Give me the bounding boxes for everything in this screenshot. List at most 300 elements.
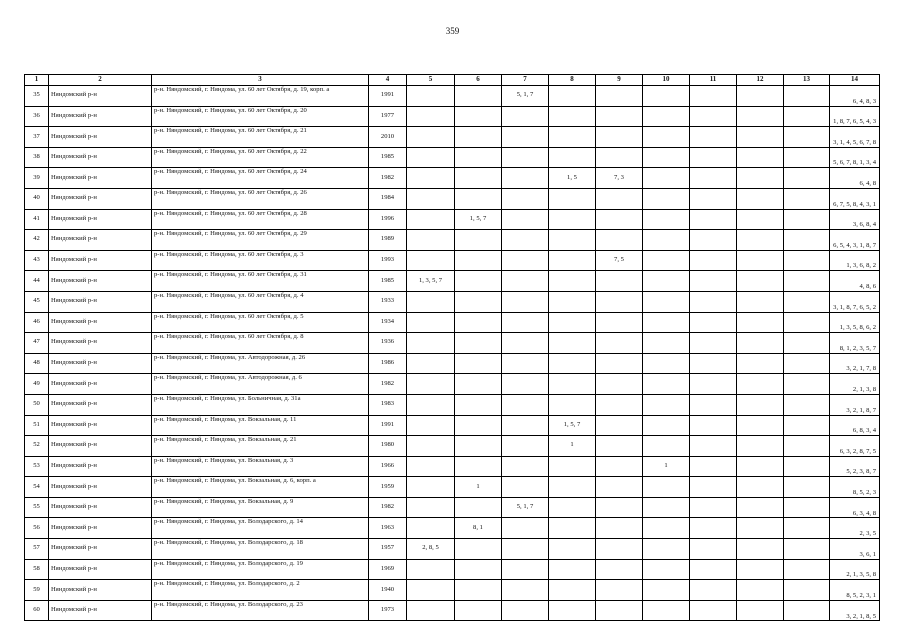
cell-col-14: 4, 8, 6 [830,271,880,292]
cell-address: р-н. Няндомский, г. Няндома, ул. Больничная, д. 31а [152,394,369,415]
cell-col-7 [502,127,549,148]
cell-year: 1980 [369,436,407,457]
header-row [25,75,880,86]
cell-col-8 [549,127,596,148]
cell-col-14: 3, 2, 1, 7, 8 [830,353,880,374]
cell-col-9 [596,477,643,498]
table-row [25,415,880,436]
cell-col-10 [643,353,690,374]
cell-col-14: 6, 4, 8 [830,168,880,189]
cell-col-9 [596,415,643,436]
cell-row-number: 45 [25,291,49,312]
cell-col-14: 6, 3, 4, 8 [830,497,880,518]
cell-col-12 [737,600,784,621]
cell-col-5 [407,600,455,621]
column-header-12: 12 [737,75,784,86]
cell-col-7 [502,477,549,498]
cell-col-7 [502,456,549,477]
cell-col-12 [737,374,784,395]
cell-col-10 [643,106,690,127]
cell-col-7 [502,394,549,415]
table-row [25,477,880,498]
column-header-6: 6 [455,75,502,86]
cell-col-11 [690,230,737,251]
cell-col-13 [784,86,830,107]
column-header-7: 7 [502,75,549,86]
cell-address: р-н. Няндомский, г. Няндома, ул. 60 лет Октября, д. 5 [152,312,369,333]
cell-col-12 [737,559,784,580]
cell-col-6 [455,353,502,374]
cell-col-11 [690,271,737,292]
cell-col-6 [455,415,502,436]
cell-col-7 [502,312,549,333]
cell-col-11 [690,580,737,601]
cell-year: 1933 [369,291,407,312]
cell-col-5 [407,147,455,168]
cell-col-7 [502,168,549,189]
cell-district: Няндомский р-н [49,291,152,312]
cell-col-10 [643,497,690,518]
cell-address: р-н. Няндомский, г. Няндома, ул. Автодорожная, д. 6 [152,374,369,395]
cell-col-10 [643,415,690,436]
cell-col-5: 2, 8, 5 [407,539,455,560]
cell-col-6 [455,188,502,209]
cell-year: 1977 [369,106,407,127]
cell-col-8 [549,394,596,415]
cell-district: Няндомский р-н [49,394,152,415]
cell-col-8 [549,312,596,333]
cell-col-8 [549,271,596,292]
cell-col-14: 5, 6, 7, 8, 1, 3, 4 [830,147,880,168]
cell-col-11 [690,312,737,333]
cell-col-12 [737,353,784,374]
cell-district: Няндомский р-н [49,106,152,127]
cell-col-13 [784,168,830,189]
cell-year: 1969 [369,559,407,580]
column-header-10: 10 [643,75,690,86]
cell-col-7 [502,147,549,168]
cell-col-10 [643,230,690,251]
cell-address: р-н. Няндомский, г. Няндома, ул. Володарского, д. 2 [152,580,369,601]
cell-col-5 [407,250,455,271]
cell-col-7 [502,436,549,457]
cell-col-8 [549,518,596,539]
cell-district: Няндомский р-н [49,147,152,168]
cell-district: Няндомский р-н [49,436,152,457]
cell-col-10 [643,580,690,601]
cell-col-14: 1, 3, 5, 8, 6, 2 [830,312,880,333]
cell-col-7 [502,209,549,230]
cell-col-12 [737,106,784,127]
cell-col-10 [643,333,690,354]
cell-col-11 [690,394,737,415]
cell-col-11 [690,168,737,189]
cell-row-number: 41 [25,209,49,230]
cell-col-14: 5, 2, 3, 8, 7 [830,456,880,477]
cell-col-11 [690,559,737,580]
cell-col-13 [784,415,830,436]
cell-col-7: 5, 1, 7 [502,86,549,107]
cell-col-8: 1, 5, 7 [549,415,596,436]
cell-address: р-н. Няндомский, г. Няндома, ул. 60 лет Октября, д. 29 [152,230,369,251]
cell-col-8 [549,106,596,127]
cell-col-12 [737,230,784,251]
cell-col-6 [455,127,502,148]
cell-year: 1989 [369,230,407,251]
cell-col-12 [737,209,784,230]
cell-col-12 [737,86,784,107]
cell-row-number: 60 [25,600,49,621]
cell-year: 1982 [369,168,407,189]
cell-year: 2010 [369,127,407,148]
cell-col-10 [643,250,690,271]
table-row [25,230,880,251]
cell-col-14: 6, 5, 4, 3, 1, 8, 7 [830,230,880,251]
cell-col-10 [643,374,690,395]
cell-col-14: 2, 1, 3, 5, 8 [830,559,880,580]
cell-row-number: 57 [25,539,49,560]
cell-col-5 [407,86,455,107]
cell-year: 1993 [369,250,407,271]
cell-col-8 [549,188,596,209]
cell-col-7 [502,250,549,271]
cell-col-13 [784,106,830,127]
cell-district: Няндомский р-н [49,168,152,189]
cell-col-9 [596,333,643,354]
table-row [25,312,880,333]
cell-col-5 [407,580,455,601]
cell-address: р-н. Няндомский, г. Няндома, ул. Автодорожная, д. 26 [152,353,369,374]
cell-col-8 [549,600,596,621]
cell-col-8 [549,291,596,312]
cell-col-6 [455,106,502,127]
cell-col-12 [737,477,784,498]
table-row [25,86,880,107]
cell-col-14: 3, 6, 1 [830,539,880,560]
cell-district: Няндомский р-н [49,497,152,518]
column-header-8: 8 [549,75,596,86]
cell-col-12 [737,188,784,209]
cell-col-9 [596,497,643,518]
cell-col-9 [596,600,643,621]
cell-year: 1991 [369,86,407,107]
cell-col-10 [643,600,690,621]
cell-col-11 [690,600,737,621]
data-table [24,74,880,621]
cell-address: р-н. Няндомский, г. Няндома, ул. Вокзальная, д. 3 [152,456,369,477]
cell-col-9 [596,106,643,127]
cell-col-7: 5, 1, 7 [502,497,549,518]
cell-col-12 [737,539,784,560]
cell-col-14: 3, 2, 1, 8, 7 [830,394,880,415]
cell-col-5 [407,230,455,251]
cell-row-number: 39 [25,168,49,189]
cell-address: р-н. Няндомский, г. Няндома, ул. 60 лет Октября, д. 31 [152,271,369,292]
cell-district: Няндомский р-н [49,456,152,477]
cell-address: р-н. Няндомский, г. Няндома, ул. 60 лет Октября, д. 3 [152,250,369,271]
cell-col-13 [784,291,830,312]
cell-col-12 [737,518,784,539]
cell-district: Няндомский р-н [49,86,152,107]
cell-col-10 [643,127,690,148]
cell-col-9 [596,127,643,148]
cell-col-8 [549,353,596,374]
cell-col-6 [455,436,502,457]
cell-col-7 [502,188,549,209]
table-row [25,291,880,312]
cell-year: 1984 [369,188,407,209]
cell-col-10 [643,518,690,539]
cell-row-number: 58 [25,559,49,580]
table-row [25,353,880,374]
cell-row-number: 47 [25,333,49,354]
cell-row-number: 53 [25,456,49,477]
cell-col-6 [455,147,502,168]
cell-col-9 [596,374,643,395]
cell-col-13 [784,518,830,539]
cell-col-5 [407,374,455,395]
cell-col-11 [690,333,737,354]
cell-col-12 [737,497,784,518]
cell-col-8 [549,209,596,230]
cell-year: 1983 [369,394,407,415]
cell-col-9 [596,518,643,539]
cell-district: Няндомский р-н [49,333,152,354]
cell-address: р-н. Няндомский, г. Няндома, ул. 60 лет Октября, д. 21 [152,127,369,148]
cell-row-number: 51 [25,415,49,436]
cell-col-9 [596,539,643,560]
cell-col-10 [643,291,690,312]
cell-address: р-н. Няндомский, г. Няндома, ул. 60 лет Октября, д. 4 [152,291,369,312]
cell-col-5 [407,436,455,457]
cell-address: р-н. Няндомский, г. Няндома, ул. Вокзальная, д. 6, корп. а [152,477,369,498]
cell-col-11 [690,497,737,518]
cell-col-11 [690,477,737,498]
cell-col-11 [690,250,737,271]
cell-col-7 [502,518,549,539]
cell-district: Няндомский р-н [49,600,152,621]
cell-col-12 [737,333,784,354]
cell-col-6 [455,374,502,395]
cell-district: Няндомский р-н [49,312,152,333]
cell-row-number: 56 [25,518,49,539]
cell-col-11 [690,188,737,209]
cell-district: Няндомский р-н [49,518,152,539]
cell-col-7 [502,230,549,251]
cell-col-11 [690,127,737,148]
cell-address: р-н. Няндомский, г. Няндома, ул. Володарского, д. 18 [152,539,369,560]
cell-col-7 [502,353,549,374]
cell-col-8 [549,580,596,601]
cell-col-10 [643,394,690,415]
cell-col-13 [784,188,830,209]
cell-col-8 [549,559,596,580]
cell-row-number: 40 [25,188,49,209]
cell-year: 1991 [369,415,407,436]
cell-row-number: 46 [25,312,49,333]
column-header-1: 1 [25,75,49,86]
cell-col-12 [737,436,784,457]
cell-col-13 [784,127,830,148]
cell-col-9: 7, 3 [596,168,643,189]
cell-col-10 [643,86,690,107]
cell-col-9 [596,436,643,457]
cell-address: р-н. Няндомский, г. Няндома, ул. Вокзальная, д. 11 [152,415,369,436]
cell-col-6 [455,497,502,518]
cell-col-13 [784,312,830,333]
cell-col-14: 6, 4, 8, 3 [830,86,880,107]
cell-address: р-н. Няндомский, г. Няндома, ул. 60 лет Октября, д. 19, корп. а [152,86,369,107]
cell-col-9 [596,394,643,415]
cell-col-8 [549,477,596,498]
cell-col-5 [407,106,455,127]
cell-district: Няндомский р-н [49,374,152,395]
cell-col-12 [737,580,784,601]
cell-year: 1986 [369,353,407,374]
cell-col-11 [690,353,737,374]
cell-col-10 [643,477,690,498]
table-row [25,436,880,457]
cell-col-10 [643,312,690,333]
table-row [25,374,880,395]
cell-address: р-н. Няндомский, г. Няндома, ул. Володарского, д. 23 [152,600,369,621]
cell-col-12 [737,415,784,436]
cell-col-13 [784,147,830,168]
cell-col-12 [737,291,784,312]
table-row [25,559,880,580]
cell-col-7 [502,539,549,560]
cell-col-11 [690,456,737,477]
cell-col-14: 8, 5, 2, 3, 1 [830,580,880,601]
column-header-4: 4 [369,75,407,86]
cell-col-14: 2, 1, 3, 8 [830,374,880,395]
cell-col-14: 6, 7, 5, 8, 4, 3, 1 [830,188,880,209]
cell-year: 1973 [369,600,407,621]
column-header-3: 3 [152,75,369,86]
cell-year: 1936 [369,333,407,354]
cell-row-number: 38 [25,147,49,168]
cell-col-5 [407,209,455,230]
cell-col-9 [596,271,643,292]
cell-col-6 [455,600,502,621]
cell-col-5 [407,188,455,209]
page-number: 359 [445,26,460,36]
cell-col-7 [502,106,549,127]
cell-col-6 [455,230,502,251]
cell-col-9 [596,353,643,374]
cell-col-10 [643,539,690,560]
cell-col-11 [690,436,737,457]
cell-year: 1982 [369,374,407,395]
cell-address: р-н. Няндомский, г. Няндома, ул. Володарского, д. 19 [152,559,369,580]
cell-year: 1963 [369,518,407,539]
cell-col-13 [784,250,830,271]
cell-col-6 [455,291,502,312]
cell-col-5 [407,477,455,498]
cell-col-8 [549,497,596,518]
cell-col-6 [455,333,502,354]
cell-col-5 [407,333,455,354]
cell-col-13 [784,230,830,251]
cell-col-8 [549,456,596,477]
cell-district: Няндомский р-н [49,230,152,251]
cell-col-8 [549,539,596,560]
cell-col-6: 1 [455,477,502,498]
cell-year: 1985 [369,271,407,292]
column-header-11: 11 [690,75,737,86]
cell-col-8 [549,333,596,354]
cell-col-6 [455,271,502,292]
cell-district: Няндомский р-н [49,415,152,436]
cell-col-9 [596,147,643,168]
cell-col-5 [407,415,455,436]
cell-col-6 [455,250,502,271]
cell-year: 1934 [369,312,407,333]
cell-col-13 [784,559,830,580]
cell-address: р-н. Няндомский, г. Няндома, ул. Вокзальная, д. 9 [152,497,369,518]
cell-col-13 [784,333,830,354]
cell-col-9: 7, 5 [596,250,643,271]
table-row [25,168,880,189]
cell-col-9 [596,456,643,477]
cell-col-14: 8, 5, 2, 3 [830,477,880,498]
cell-col-10 [643,188,690,209]
cell-col-5 [407,456,455,477]
cell-address: р-н. Няндомский, г. Няндома, ул. Вокзальная, д. 21 [152,436,369,457]
cell-col-14: 3, 1, 4, 5, 6, 7, 8 [830,127,880,148]
cell-row-number: 42 [25,230,49,251]
cell-col-10 [643,147,690,168]
cell-district: Няндомский р-н [49,209,152,230]
table-row [25,539,880,560]
cell-col-7 [502,580,549,601]
cell-col-13 [784,539,830,560]
cell-address: р-н. Няндомский, г. Няндома, ул. 60 лет Октября, д. 8 [152,333,369,354]
cell-col-11 [690,147,737,168]
cell-row-number: 48 [25,353,49,374]
cell-district: Няндомский р-н [49,127,152,148]
cell-col-14: 3, 2, 1, 8, 5 [830,600,880,621]
cell-col-11 [690,291,737,312]
cell-row-number: 44 [25,271,49,292]
cell-col-10: 1 [643,456,690,477]
cell-col-6 [455,86,502,107]
cell-col-6: 8, 1 [455,518,502,539]
cell-col-11 [690,374,737,395]
cell-col-9 [596,312,643,333]
cell-col-13 [784,374,830,395]
cell-col-5 [407,497,455,518]
table-row [25,580,880,601]
cell-col-13 [784,394,830,415]
cell-year: 1940 [369,580,407,601]
cell-col-13 [784,456,830,477]
column-header-9: 9 [596,75,643,86]
table-row [25,333,880,354]
table-row [25,209,880,230]
cell-col-7 [502,374,549,395]
cell-col-12 [737,312,784,333]
table-row [25,600,880,621]
cell-col-13 [784,353,830,374]
cell-col-9 [596,291,643,312]
cell-col-7 [502,559,549,580]
cell-year: 1957 [369,539,407,560]
cell-address: р-н. Няндомский, г. Няндома, ул. 60 лет Октября, д. 24 [152,168,369,189]
cell-col-11 [690,86,737,107]
cell-year: 1996 [369,209,407,230]
cell-col-13 [784,580,830,601]
